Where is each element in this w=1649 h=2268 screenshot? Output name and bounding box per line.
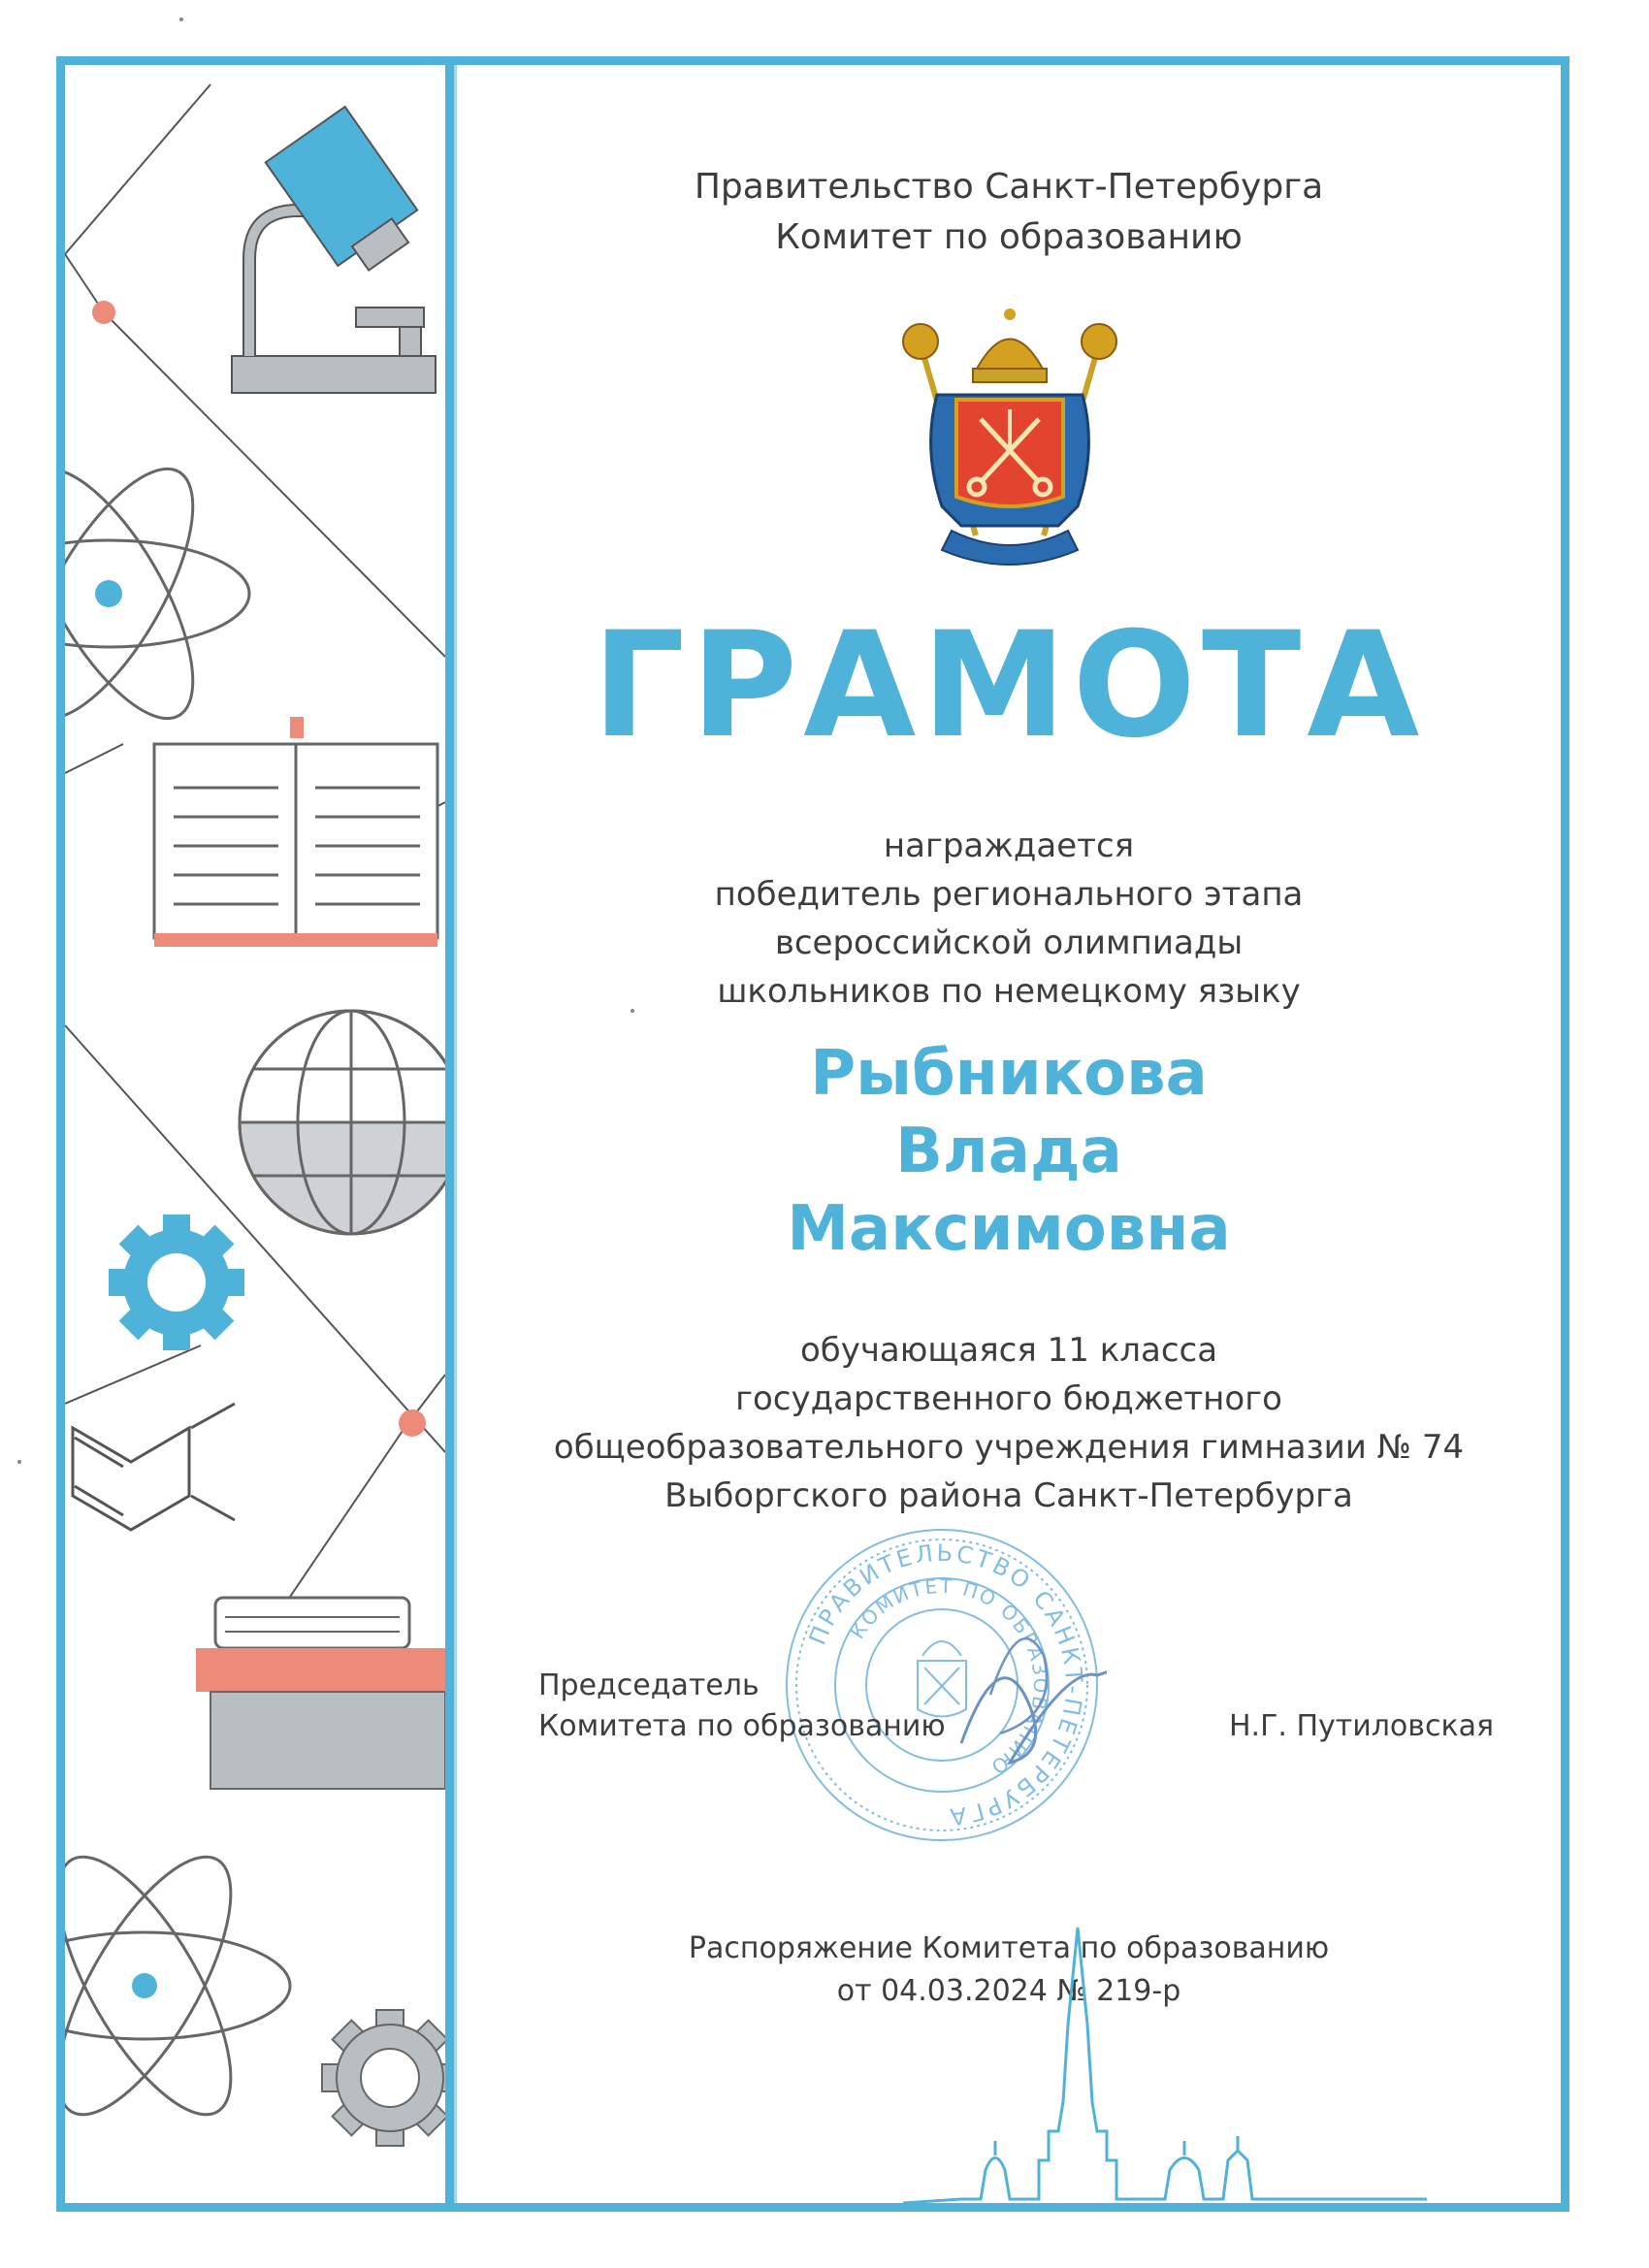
scan-speck <box>630 1009 634 1013</box>
order-line: от 04.03.2024 № 219-р <box>836 1974 1181 2008</box>
stamp-outer-text: ПРАВИТЕЛЬСТВО САНКТ-ПЕТЕРБУРГА <box>803 1539 1088 1831</box>
award-line: всероссийской олимпиады <box>774 923 1244 962</box>
issuer-committee: Комитет по образованию <box>775 217 1243 257</box>
signatory-position <box>538 1666 946 1747</box>
atom-icon <box>65 1833 290 2139</box>
order-line: Распоряжение Комитета по образованию <box>688 1931 1330 1965</box>
atom-icon <box>65 445 249 742</box>
award-line: школьников по немецкому языку <box>717 972 1301 1011</box>
recipient-name <box>457 1035 1561 1268</box>
city-skyline-icon <box>457 1908 1561 2203</box>
signatory-position-line: Председатель <box>538 1669 760 1702</box>
student-info-line: общеобразовательного учреждения гимназии № 74 <box>553 1428 1465 1467</box>
award-line: победитель регионального этапа <box>714 875 1304 914</box>
issuer-header <box>457 162 1561 263</box>
molecule-icon <box>73 1404 235 1530</box>
certificate-title: ГРАМОТА <box>592 601 1426 770</box>
stamp-inner-text: КОМИТЕТ ПО ОБРАЗОВАНИЮ <box>845 1573 1053 1781</box>
gear-icon <box>109 1215 244 1350</box>
student-info-line: Выборгского района Санкт-Петербурга <box>664 1476 1353 1515</box>
award-line: награждается <box>883 826 1135 865</box>
globe-icon <box>240 1011 445 1234</box>
student-info <box>457 1326 1561 1520</box>
issuer-government: Правительство Санкт-Петербурга <box>694 167 1324 207</box>
student-info-line: государственного бюджетного <box>735 1379 1282 1418</box>
decor-divider <box>445 56 454 2212</box>
scan-speck <box>17 1460 21 1464</box>
gear-icon <box>322 2010 445 2146</box>
recipient-given-name: Влада <box>895 1116 1122 1187</box>
award-statement <box>457 822 1561 1016</box>
books-stack-icon <box>196 1598 445 1789</box>
science-decor-panel <box>65 65 445 2203</box>
signatory-name: Н.Г. Путиловская <box>1229 1709 1495 1743</box>
coat-of-arms-icon <box>884 303 1136 574</box>
red-dot-icon <box>92 301 115 324</box>
microscope-icon <box>232 107 436 393</box>
red-dot-icon <box>399 1409 426 1437</box>
scan-speck <box>179 17 183 21</box>
certificate-body <box>457 65 1561 2203</box>
recipient-surname: Рыбникова <box>810 1038 1208 1110</box>
signatory-position-line: Комитета по образованию <box>538 1709 946 1743</box>
book-icon <box>154 717 437 947</box>
recipient-patronymic: Максимовна <box>787 1193 1231 1265</box>
student-info-line: обучающаяся 11 класса <box>799 1331 1218 1370</box>
